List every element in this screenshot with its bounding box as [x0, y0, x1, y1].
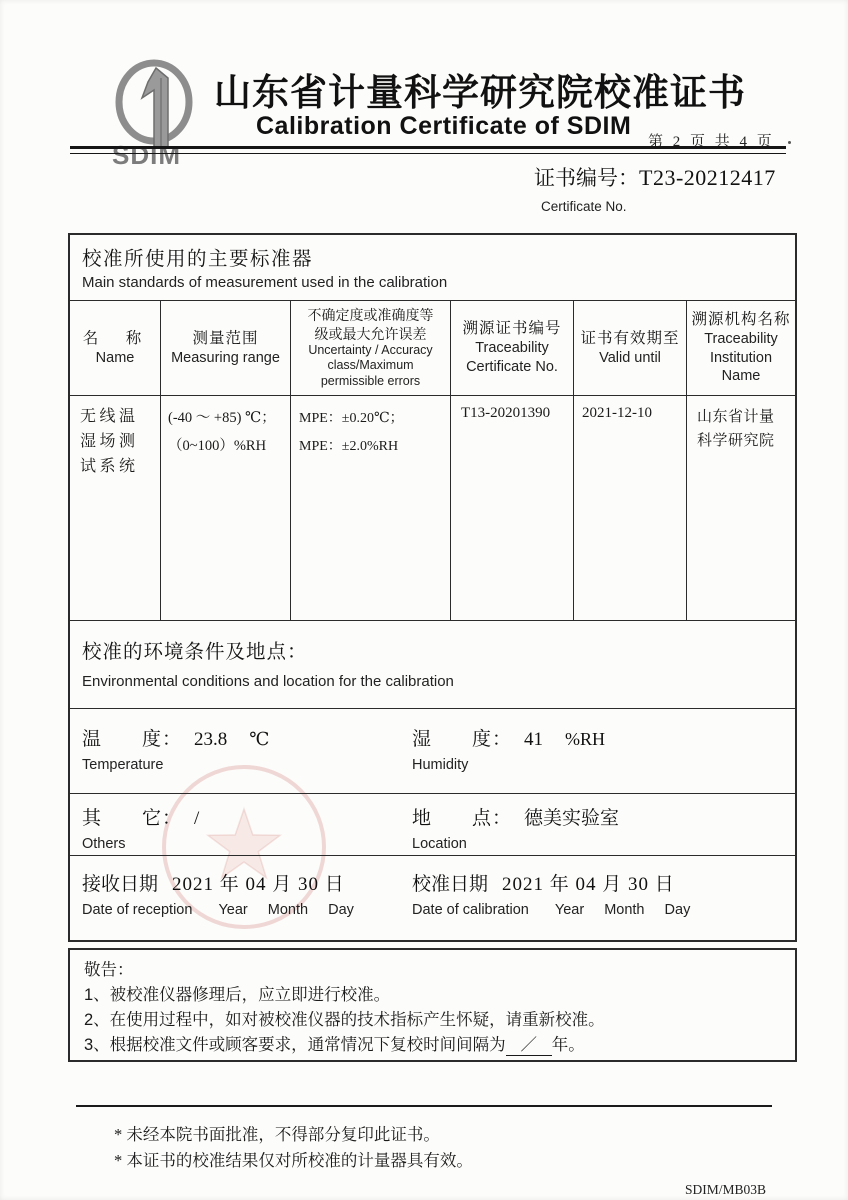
scan-artifact-dot	[788, 141, 791, 144]
main-certificate-box	[68, 233, 797, 942]
measuring-range-cell	[161, 396, 291, 620]
reception-date-label-cn: 接收日期	[82, 874, 159, 895]
calibration-date-value: 2021 年 04 月 30 日	[502, 874, 675, 895]
footer-divider	[76, 1105, 772, 1107]
temperature-label-cn: 温 度：	[82, 729, 183, 750]
notice-item-2: 2、在使用过程中，如对被校准仪器的技术指标产生怀疑，请重新校准。	[84, 1011, 605, 1029]
col-header-institution-en1: Traceability	[704, 330, 778, 347]
mpe-line1: MPE：±0.20℃；	[299, 411, 404, 426]
footer-note-1: * 未经本院书面批准，不得部分复印此证书。	[114, 1125, 440, 1144]
location-value: 德美实验室	[524, 808, 620, 829]
logo-text: SDIM	[112, 140, 181, 168]
location-label-en: Location	[412, 836, 467, 852]
others-location-row	[70, 793, 795, 855]
col-header-uncertainty-en1: Uncertainty / Accuracy	[308, 342, 433, 357]
certificate-number-value: T23-20212417	[639, 165, 776, 190]
measuring-range-line2: （0~100）%RH	[168, 437, 267, 454]
institution-cell: 山东省计量科学研究院	[697, 409, 775, 449]
temperature-humidity-row	[70, 708, 795, 793]
environment-title-cn: 校准的环境条件及地点：	[82, 641, 308, 663]
col-header-traceability-no-en1: Traceability	[475, 340, 549, 357]
col-header-uncertainty-en2: class/Maximum	[327, 358, 414, 373]
col-header-uncertainty-cn1: 不确定度或准确度等	[307, 307, 434, 324]
calibration-date-label-cn: 校准日期	[412, 874, 489, 895]
traceability-cert-no-cell: T13-20201390	[451, 396, 574, 620]
col-header-range	[161, 301, 291, 396]
col-header-name-en: Name	[95, 349, 135, 366]
notice-title: 敬告：	[84, 961, 134, 979]
environment-title-en: Environmental conditions and location for the calibration	[82, 673, 454, 690]
mpe-line2: MPE：±2.0%RH	[299, 439, 399, 454]
reception-date-label-en: Date of reception	[82, 902, 193, 918]
certificate-number-label: 证书编号：	[534, 166, 639, 190]
humidity-unit: %RH	[565, 729, 606, 749]
col-header-valid-until-en: Valid until	[599, 349, 661, 366]
dates-row	[70, 855, 795, 940]
temperature-label-en: Temperature	[82, 757, 164, 773]
col-header-uncertainty-cn2: 级或最大允许误差	[314, 325, 427, 342]
col-header-traceability-no-cn: 溯源证书编号	[462, 320, 562, 338]
notice-box	[68, 948, 797, 1062]
col-header-name-cn: 名 称	[82, 329, 148, 347]
notice-item-3-prefix: 3、根据校准文件或顾客要求，通常情况下复校时间间隔为	[84, 1036, 506, 1054]
col-header-range-en: Measuring range	[171, 349, 280, 366]
humidity-label-cn: 湿 度：	[412, 729, 513, 750]
col-header-name	[70, 301, 161, 396]
certificate-number-line	[534, 162, 776, 192]
page-number: 第 2 页 共 4 页	[648, 134, 775, 150]
col-header-traceability-no	[451, 301, 574, 396]
standards-table	[70, 300, 795, 620]
col-header-valid-until-cn: 证书有效期至	[580, 329, 680, 347]
notice-item-3-suffix: 年。	[551, 1036, 585, 1054]
standard-name-cell: 无线温湿场测试系统	[70, 396, 161, 620]
col-header-institution-en2: Institution	[709, 349, 773, 366]
temperature-value: 23.8	[194, 729, 228, 750]
certificate-number-label-en: Certificate No.	[541, 199, 627, 214]
calibration-date-field	[412, 869, 690, 918]
certificate-title-en: Calibration Certificate of SDIM	[256, 112, 632, 140]
reception-date-field	[82, 869, 354, 918]
certificate-title-cn: 山东省计量科学研究院校准证书	[214, 73, 746, 114]
others-value: /	[194, 808, 200, 829]
temperature-field	[82, 724, 269, 773]
valid-until-cell: 2021-12-10	[574, 396, 687, 620]
reception-date-units-en: Year Month Day	[218, 902, 354, 918]
footer-notes	[114, 1122, 473, 1174]
notice-item-3	[84, 1033, 781, 1058]
humidity-value: 41	[524, 729, 544, 750]
others-label-en: Others	[82, 836, 126, 852]
col-header-uncertainty	[291, 301, 451, 396]
standards-title-cn: 校准所使用的主要标准器	[82, 248, 314, 270]
location-field	[412, 803, 619, 852]
others-label-cn: 其 它：	[82, 808, 183, 829]
form-number: SDIM/MB03B	[685, 1182, 767, 1197]
humidity-label-en: Humidity	[412, 757, 469, 773]
calibration-date-units-en: Year Month Day	[554, 902, 691, 918]
standards-title-en: Main standards of measurement used in the calibration	[82, 274, 448, 291]
col-header-traceability-no-en2: Certificate No.	[466, 359, 558, 376]
environment-section-header	[70, 620, 795, 708]
measuring-range-line1: (-40 ～ +85) ℃；	[168, 410, 276, 426]
notice-item-3-blank: ／	[506, 1035, 552, 1056]
header-divider	[70, 146, 786, 154]
footer-note-2: * 本证书的校准结果仅对所校准的计量器具有效。	[114, 1151, 473, 1170]
col-header-valid-until	[574, 301, 687, 396]
col-header-institution	[687, 301, 795, 396]
notice-item-1: 1、被校准仪器修理后，应立即进行校准。	[84, 986, 391, 1004]
col-header-uncertainty-en3: permissible errors	[320, 374, 421, 388]
humidity-field	[412, 724, 605, 773]
col-header-range-cn: 测量范围	[192, 329, 259, 347]
reception-date-value: 2021 年 04 月 30 日	[172, 874, 345, 895]
standards-section-header	[70, 235, 795, 300]
temperature-unit: ℃	[249, 729, 270, 749]
others-field	[82, 803, 199, 852]
calibration-date-label-en: Date of calibration	[412, 902, 529, 918]
col-header-institution-en3: Name	[721, 368, 761, 385]
col-header-institution-cn: 溯源机构名称	[691, 310, 791, 328]
location-label-cn: 地 点：	[412, 808, 513, 829]
mpe-cell	[291, 396, 451, 620]
